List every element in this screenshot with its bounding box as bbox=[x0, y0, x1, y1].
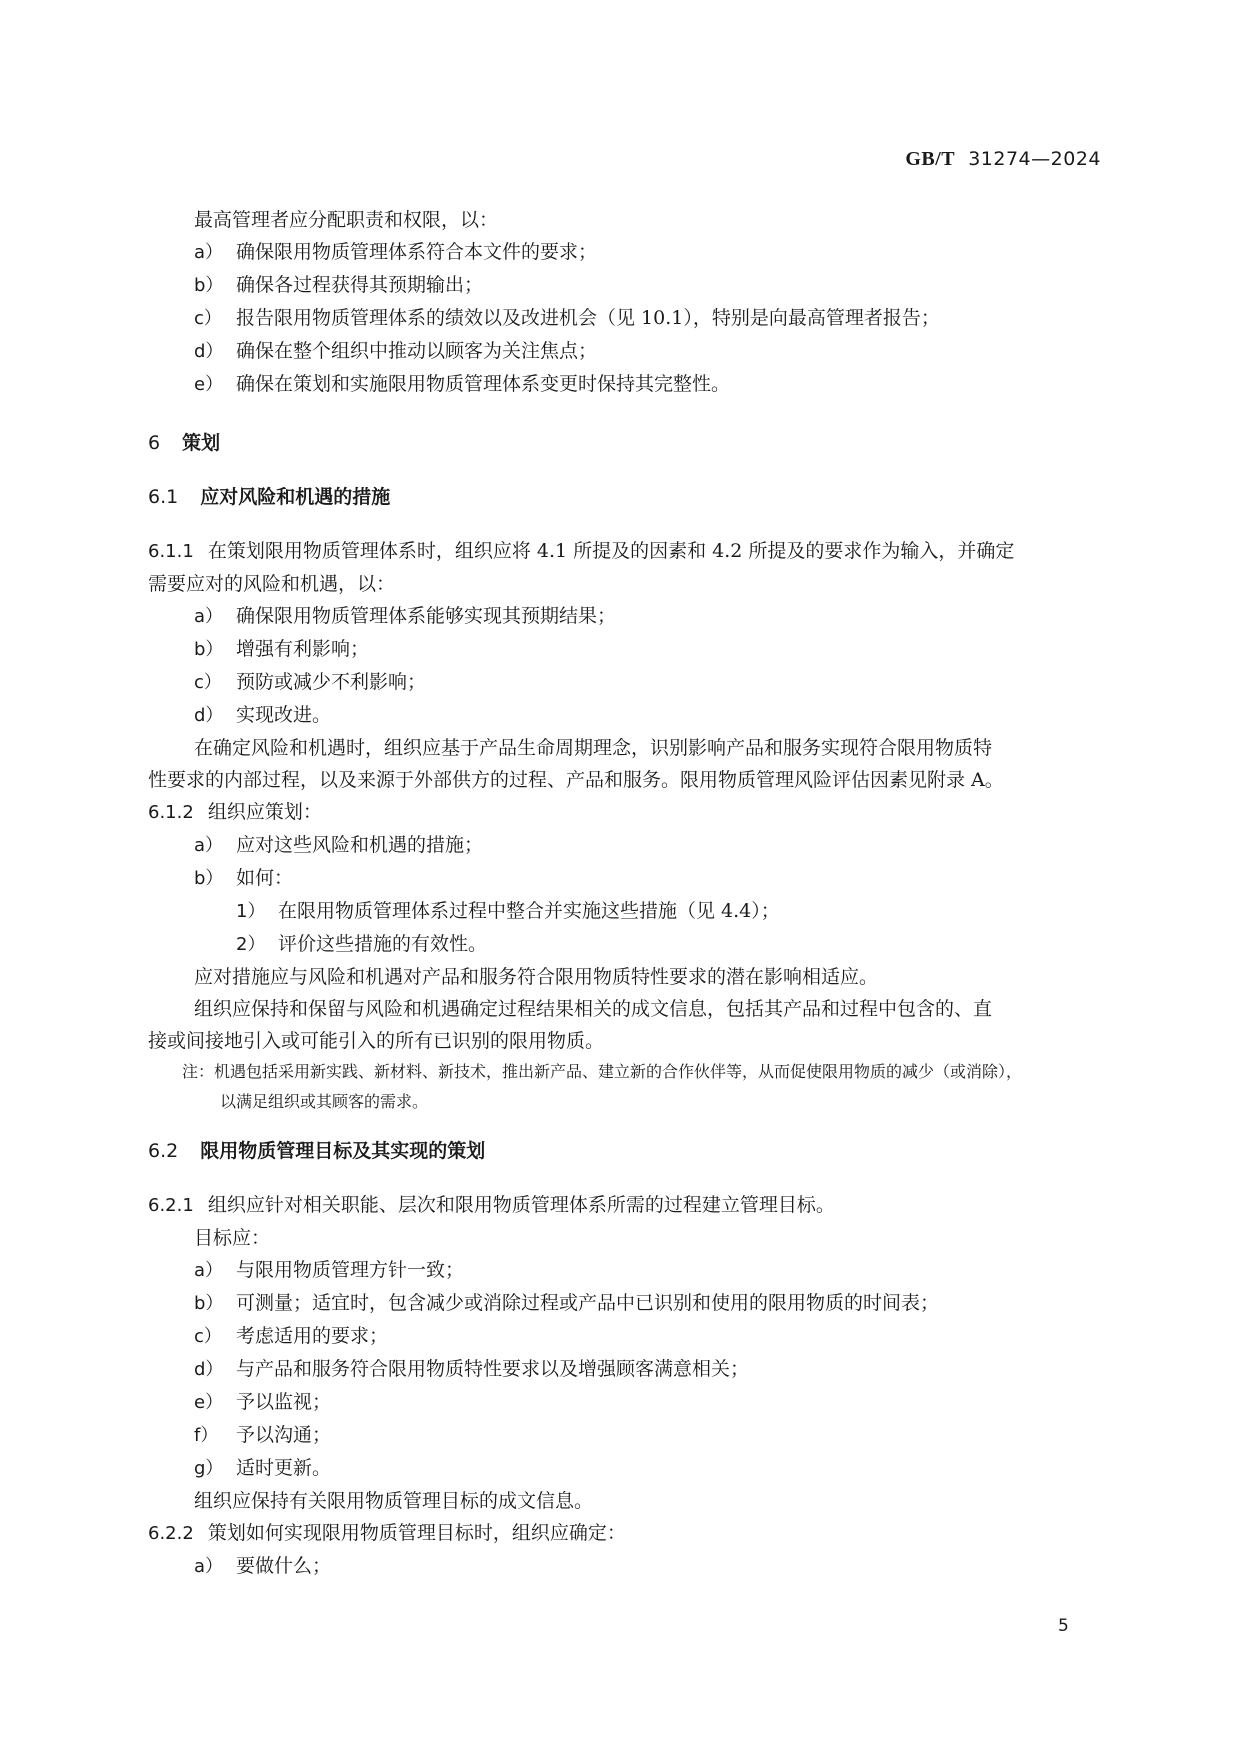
subsection-heading: 6.2 限用物质管理目标及其实现的策划 bbox=[148, 1140, 486, 1162]
sub-list-item: 1） 在限用物质管理体系过程中整合并实施这些措施（见 4.4）； bbox=[236, 900, 780, 922]
paragraph: 组织应保持有关限用物质管理目标的成文信息。 bbox=[194, 1490, 594, 1512]
list-item: a） 确保限用物质管理体系符合本文件的要求； bbox=[194, 241, 598, 263]
paragraph-continuation: 需要应对的风险和机遇，以： bbox=[148, 573, 396, 595]
list-item: a） 确保限用物质管理体系能够实现其预期结果； bbox=[194, 605, 617, 627]
paragraph: 应对措施应与风险和机遇对产品和服务符合限用物质特性要求的潜在影响相适应。 bbox=[194, 966, 879, 988]
list-item: g） 适时更新。 bbox=[194, 1457, 332, 1479]
section-heading: 6 策划 bbox=[148, 432, 221, 454]
paragraph-continuation: 接或间接地引入或可能引入的所有已识别的限用物质。 bbox=[148, 1030, 605, 1052]
sub-list-item: 2） 评价这些措施的有效性。 bbox=[236, 933, 488, 955]
list-item: e） 确保在策划和实施限用物质管理体系变更时保持其完整性。 bbox=[194, 373, 731, 395]
clause-paragraph: 6.1.1 在策划限用物质管理体系时，组织应将 4.1 所提及的因素和 4.2 所提及的要求作为输入，并确定 bbox=[148, 540, 1015, 562]
standard-header bbox=[905, 148, 1101, 171]
list-item: d） 与产品和服务符合限用物质特性要求以及增强顾客满意相关； bbox=[194, 1358, 750, 1380]
paragraph-continuation: 性要求的内部过程，以及来源于外部供方的过程、产品和服务。限用物质管理风险评估因素见附录 A。 bbox=[148, 769, 1004, 791]
note: 注：机遇包括采用新实践、新材料、新技术，推出新产品、建立新的合作伙伴等，从而促使限用物质的减少（或消除）， bbox=[182, 1062, 1023, 1081]
note-continuation: 以满足组织或其顾客的需求。 bbox=[220, 1092, 429, 1111]
paragraph: 组织应保持和保留与风险和机遇确定过程结果相关的成文信息，包括其产品和过程中包含的、直 bbox=[194, 998, 993, 1020]
paragraph: 在确定风险和机遇时，组织应基于产品生命周期理念，识别影响产品和服务实现符合限用物质特 bbox=[194, 737, 993, 759]
paragraph: 最高管理者应分配职责和权限，以： bbox=[194, 209, 499, 231]
list-item: c） 考虑适用的要求； bbox=[194, 1325, 389, 1347]
list-item: d） 确保在整个组织中推动以顾客为关注焦点； bbox=[194, 340, 598, 362]
list-sec5 bbox=[148, 236, 1110, 401]
clause-paragraph: 6.1.2 组织应策划： bbox=[148, 801, 322, 823]
list-item: e） 予以监视； bbox=[194, 1391, 332, 1413]
list-item: b） 确保各过程获得其预期输出； bbox=[194, 274, 484, 296]
standard-number: 31274—2024 bbox=[968, 148, 1101, 170]
list-item: b） 增强有利影响； bbox=[194, 638, 370, 660]
clause-paragraph: 6.2.2 策划如何实现限用物质管理目标时，组织应确定： bbox=[148, 1522, 626, 1544]
page-number: 5 bbox=[1058, 1616, 1069, 1636]
list-item: a） 要做什么； bbox=[194, 1555, 332, 1577]
paragraph: 目标应： bbox=[194, 1227, 271, 1249]
subsection-heading: 6.1 应对风险和机遇的措施 bbox=[148, 486, 391, 508]
list-item: f） 予以沟通； bbox=[194, 1424, 332, 1446]
list-item: c） 报告限用物质管理体系的绩效以及改进机会（见 10.1），特别是向最高管理者报告； bbox=[194, 307, 940, 329]
list-item: d） 实现改进。 bbox=[194, 704, 332, 726]
standard-code: GB/T bbox=[905, 148, 956, 170]
list-item: c） 预防或减少不利影响； bbox=[194, 671, 427, 693]
list-item: a） 与限用物质管理方针一致； bbox=[194, 1259, 465, 1281]
list-item: b） 可测量；适宜时，包含减少或消除过程或产品中已识别和使用的限用物质的时间表； bbox=[194, 1292, 940, 1314]
document-body bbox=[148, 204, 1110, 1583]
clause-paragraph: 6.2.1 组织应针对相关职能、层次和限用物质管理体系所需的过程建立管理目标。 bbox=[148, 1194, 835, 1216]
list-item: a） 应对这些风险和机遇的措施； bbox=[194, 834, 484, 856]
list-item: b） 如何： bbox=[194, 867, 294, 889]
